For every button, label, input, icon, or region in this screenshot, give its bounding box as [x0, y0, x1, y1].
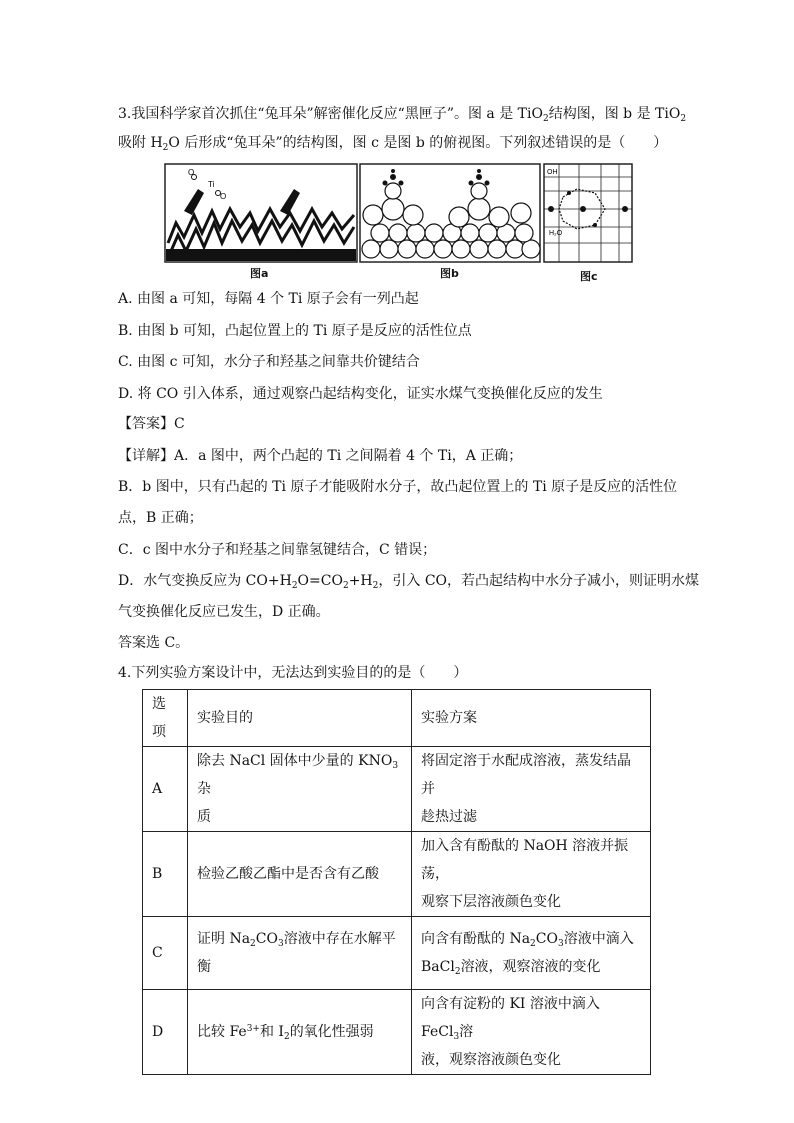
- q3-option-b: B. 由图 b 可知，凸起位置上的 Ti 原子是反应的活性位点: [118, 323, 472, 339]
- table-row: [143, 917, 651, 990]
- row-a-option: A: [143, 747, 188, 832]
- figure-a-label-o: O: [188, 168, 195, 177]
- figure-a-label-o2: O: [220, 192, 227, 201]
- figure-c-label-oh: OH: [547, 169, 558, 176]
- q3-detail-d-line-2: 气变换催化反应已发生，D 正确。: [118, 604, 330, 620]
- table-row: [143, 747, 651, 832]
- q3-detail-b-line-1: B．b 图中，只有凸起的 Ti 原子才能吸附水分子，故凸起位置上的 Ti 原子是反应的活性位: [118, 479, 678, 495]
- row-b-option: B: [143, 832, 188, 917]
- row-c-goal: 证明 $Na_2CO_3$溶液中存在水解平衡: [188, 917, 412, 990]
- table-row: [143, 832, 651, 917]
- experiment-table: [142, 689, 651, 1075]
- row-c-plan: 向含有酚酞的 $Na_2CO_3$溶液中滴入 BaCl$_2$溶液，观察溶液的变化: [412, 917, 651, 990]
- table-header-row: [143, 690, 651, 747]
- q3-option-c: C. 由图 c 可知，水分子和羟基之间靠共价键结合: [118, 354, 420, 370]
- figure-b-adsorbed-structure: [359, 163, 541, 263]
- q4-stem: 4.下列实验方案设计中，无法达到实验目的的是（ ）: [118, 665, 468, 681]
- row-a-plan: 将固定溶于水配成溶液，蒸发结晶并 趁热过滤: [412, 747, 651, 832]
- figure-a-caption: 图a: [250, 267, 269, 280]
- row-d-plan: 向含有淀粉的 KI 溶液中滴入 FeCl$_3$溶 液，观察溶液颜色变化: [412, 990, 651, 1075]
- row-b-goal: 检验乙酸乙酯中是否含有乙酸: [188, 832, 412, 917]
- q3-option-a: A. 由图 a 可知，每隔 4 个 Ti 原子会有一列凸起: [118, 291, 419, 307]
- row-b-plan: 加入含有酚酞的 NaOH 溶液并振荡， 观察下层溶液颜色变化: [412, 832, 651, 917]
- subscript: 2: [542, 114, 549, 124]
- row-c-option: C: [143, 917, 188, 990]
- subscript: 2: [680, 114, 687, 124]
- subscript: 2: [162, 143, 169, 153]
- header-option: 选项: [143, 690, 188, 747]
- figure-b-caption: 图b: [440, 267, 459, 280]
- row-a-goal: 除去 NaCl 固体中少量的 $KNO_3$杂 质: [188, 747, 412, 832]
- q3-detail-c: C．c 图中水分子和羟基之间靠氢键结合，C 错误；: [118, 542, 437, 558]
- figure-c-label-h2o: H₂O: [549, 230, 563, 237]
- table-row: [143, 990, 651, 1075]
- figure-a-tio2-structure: [164, 163, 358, 263]
- q3-option-d: D. 将 CO 引入体系，通过观察凸起结构变化，证实水煤气变换催化反应的发生: [118, 386, 603, 402]
- q3-stem-line-1: 3.我国科学家首次抓住“兔耳朵”解密催化反应“黑匣子”。图 a 是 TiO$_2$结构图，图 b 是 TiO$_2$: [118, 106, 687, 124]
- q3-detail-d-line-1: D．水气变换反应为 $CO+H_2O=CO_2+H_2$，引入 CO，若凸起结构中水分子减小，则证明水煤: [118, 573, 700, 591]
- q3-stem-line-2: 吸附 $H_2O$ 后形成“兔耳朵”的结构图，图 c 是图 b 的俯视图。下列叙述错误的是（ ）: [118, 135, 668, 153]
- q3-detail-b-line-2: 点，B 正确；: [118, 510, 203, 526]
- figure-c-caption: 图c: [580, 270, 598, 283]
- header-goal: 实验目的: [188, 690, 412, 747]
- header-plan: 实验方案: [412, 690, 651, 747]
- q3-answer: 【答案】C: [118, 416, 185, 432]
- q3-detail-a: 【详解】A．a 图中，两个凸起的 Ti 之间隔着 4 个 Ti，A 正确；: [118, 448, 523, 464]
- row-d-option: D: [143, 990, 188, 1075]
- row-d-goal: 比较 $Fe^{3+}$和 $I_2$的氧化性强弱: [188, 990, 412, 1075]
- figure-a-label-ti: Ti: [208, 180, 215, 189]
- figure-c-top-view: [543, 163, 633, 263]
- q3-conclusion: 答案选 C。: [118, 635, 190, 651]
